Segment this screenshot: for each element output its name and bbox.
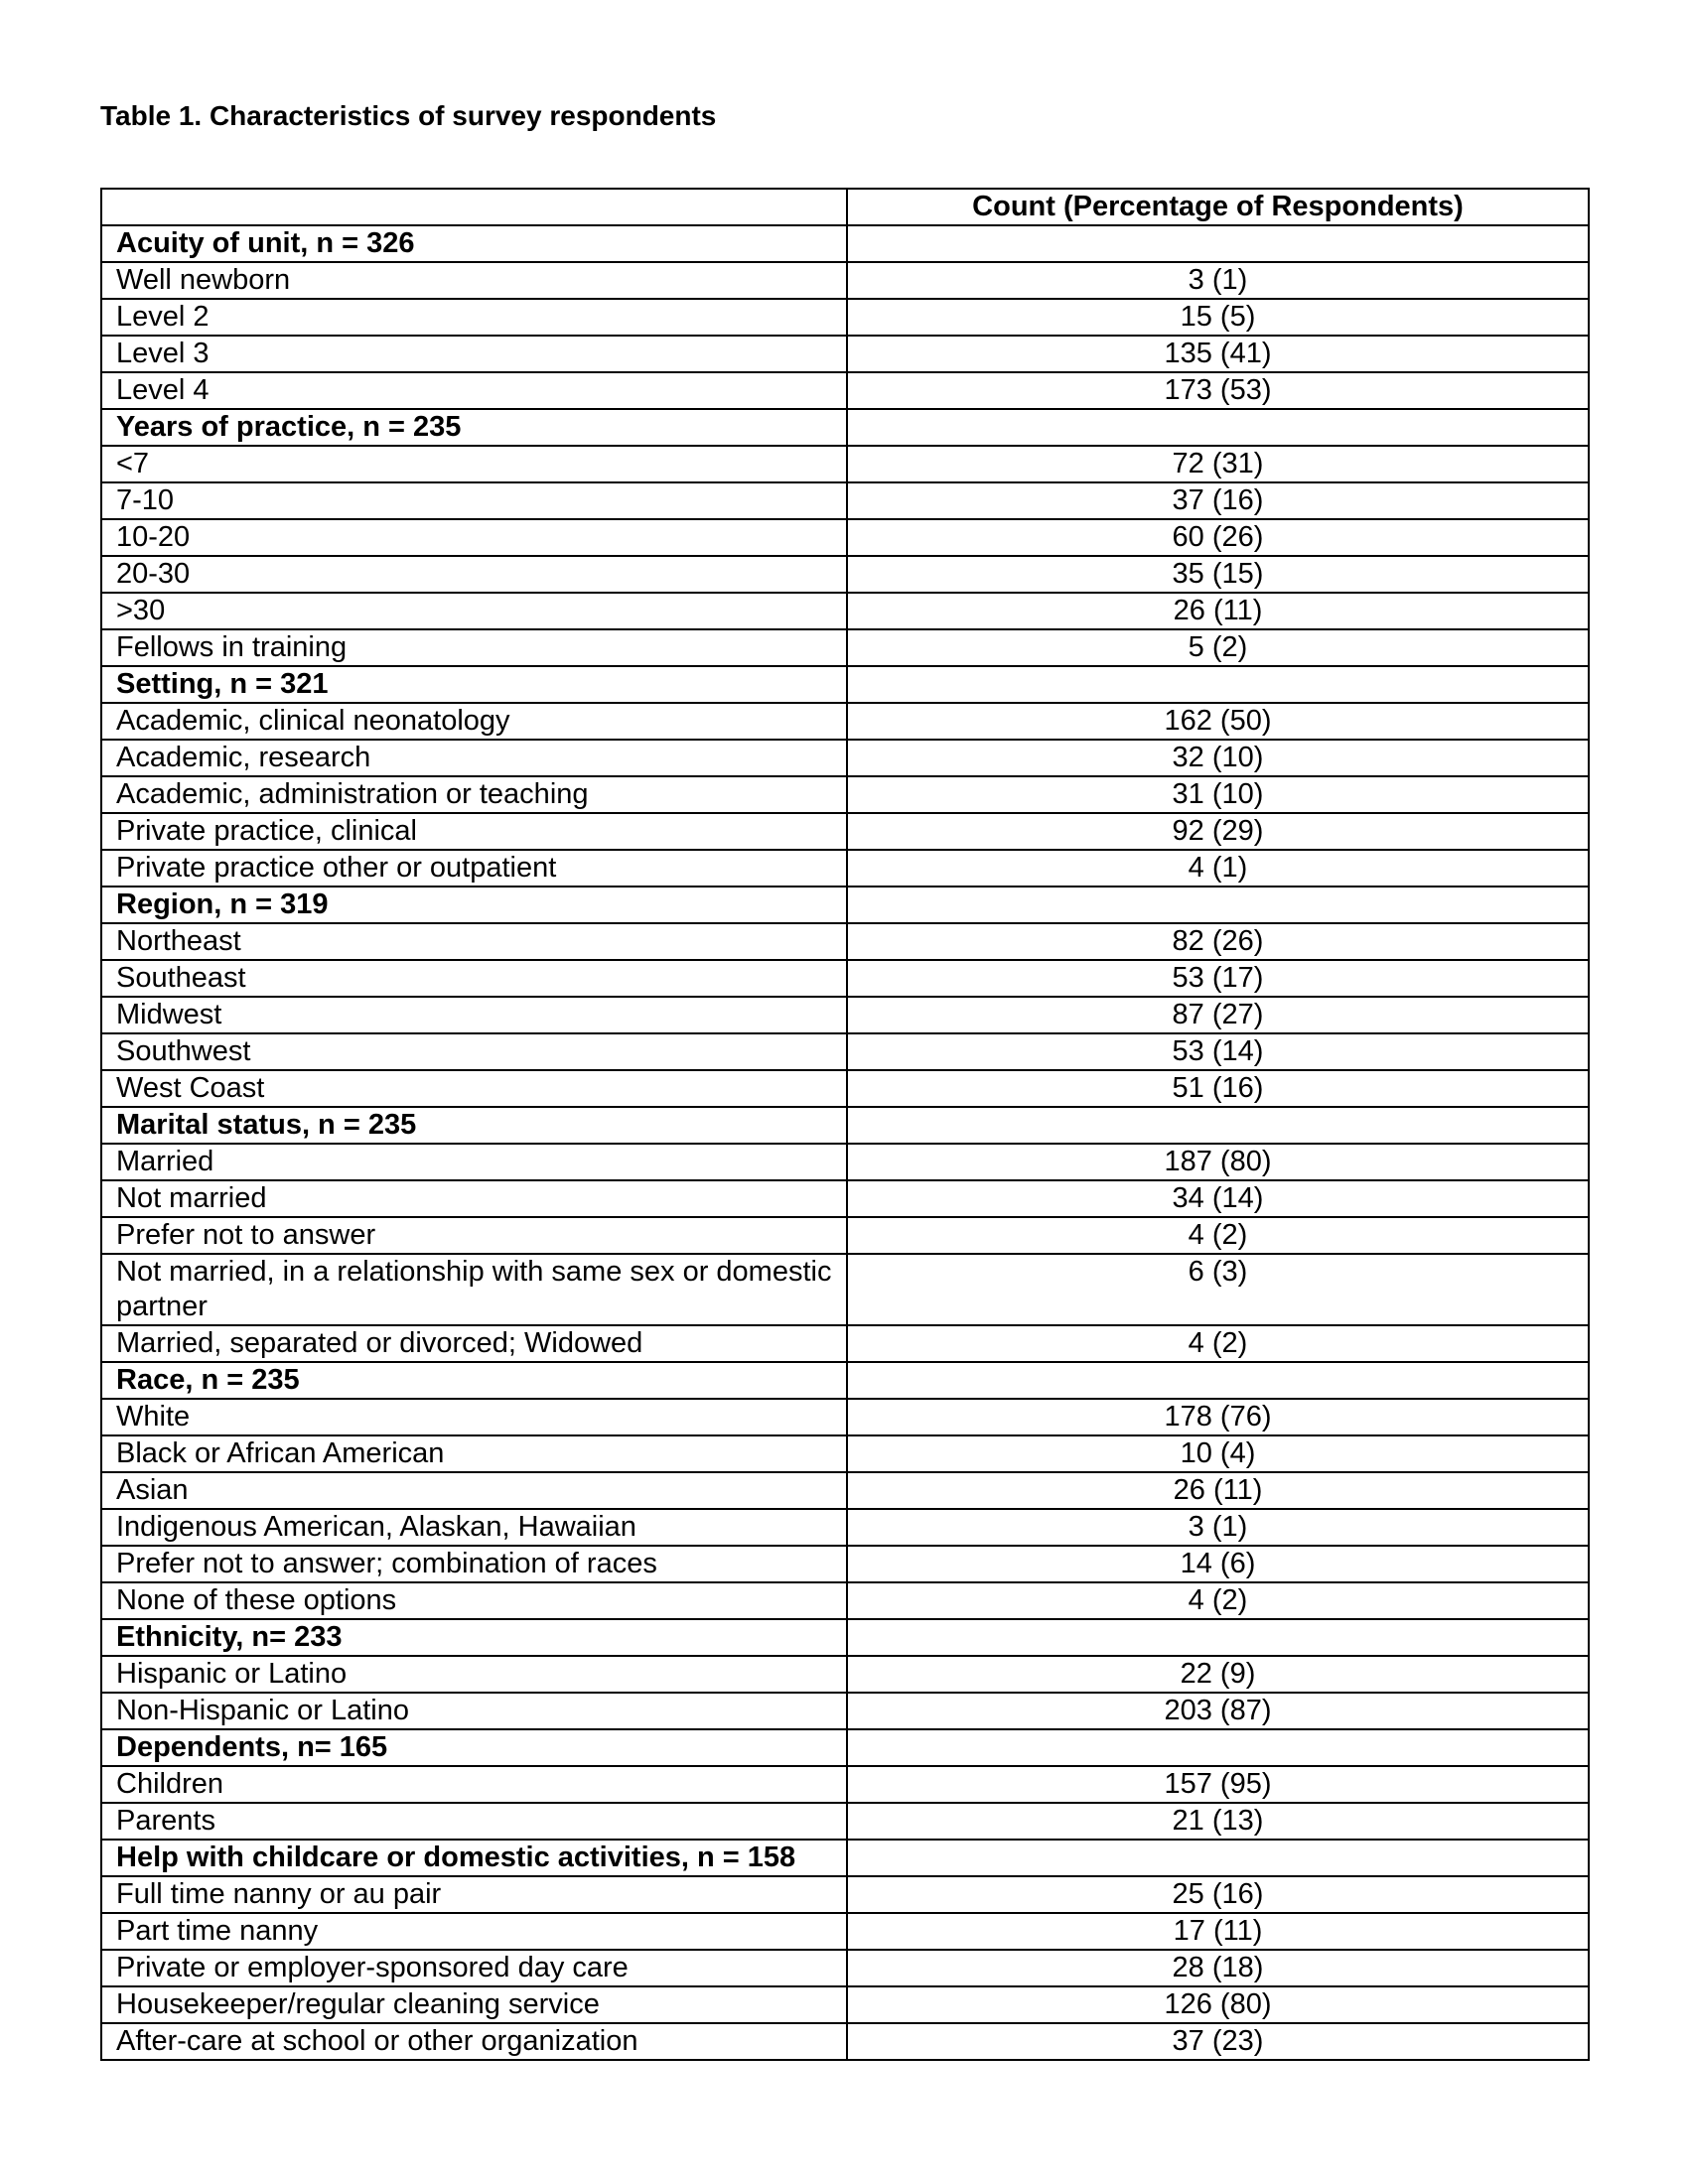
row-value-cell <box>847 409 1589 446</box>
row-value-cell: 203 (87) <box>847 1693 1589 1729</box>
row-label-cell: Fellows in training <box>101 629 847 666</box>
row-label-cell: 20-30 <box>101 556 847 593</box>
table-row <box>101 1950 1589 1986</box>
group-label-cell: Marital status, n = 235 <box>101 1107 847 1144</box>
row-label-cell: Prefer not to answer <box>101 1217 847 1254</box>
row-value-cell: 87 (27) <box>847 997 1589 1033</box>
row-value-cell: 17 (11) <box>847 1913 1589 1950</box>
row-value-cell: 37 (23) <box>847 2023 1589 2060</box>
row-label-cell: Married, separated or divorced; Widowed <box>101 1325 847 1362</box>
table-row <box>101 1693 1589 1729</box>
row-label-cell: Academic, research <box>101 740 847 776</box>
row-label-cell: 10-20 <box>101 519 847 556</box>
table-row <box>101 1144 1589 1180</box>
row-label-cell: After-care at school or other organization <box>101 2023 847 2060</box>
row-value-cell: 53 (17) <box>847 960 1589 997</box>
table-row <box>101 2023 1589 2060</box>
row-value-cell: 135 (41) <box>847 336 1589 372</box>
row-label-cell: Academic, administration or teaching <box>101 776 847 813</box>
row-value-cell: 53 (14) <box>847 1033 1589 1070</box>
row-label-cell: Northeast <box>101 923 847 960</box>
row-value-cell: 51 (16) <box>847 1070 1589 1107</box>
table-row <box>101 923 1589 960</box>
row-value-cell <box>847 887 1589 923</box>
row-label-cell: West Coast <box>101 1070 847 1107</box>
row-label-cell: Private practice, clinical <box>101 813 847 850</box>
table-row <box>101 372 1589 409</box>
row-label-cell: Academic, clinical neonatology <box>101 703 847 740</box>
row-label-cell: Full time nanny or au pair <box>101 1876 847 1913</box>
table-row <box>101 629 1589 666</box>
row-value-cell: 15 (5) <box>847 299 1589 336</box>
table-row <box>101 299 1589 336</box>
table-row <box>101 997 1589 1033</box>
row-label-cell: Southeast <box>101 960 847 997</box>
row-value-cell <box>847 1619 1589 1656</box>
row-value-cell: 178 (76) <box>847 1399 1589 1435</box>
table-row <box>101 850 1589 887</box>
table-row <box>101 1399 1589 1435</box>
row-value-cell: 10 (4) <box>847 1435 1589 1472</box>
row-label-cell: Well newborn <box>101 262 847 299</box>
row-label-cell: 7-10 <box>101 482 847 519</box>
row-label-cell: Black or African American <box>101 1435 847 1472</box>
row-label-cell: Midwest <box>101 997 847 1033</box>
table-row <box>101 1180 1589 1217</box>
table-row <box>101 1876 1589 1913</box>
row-value-cell: 26 (11) <box>847 593 1589 629</box>
characteristics-table <box>100 188 1590 2061</box>
row-value-cell: 22 (9) <box>847 1656 1589 1693</box>
table-row <box>101 1582 1589 1619</box>
table-row <box>101 1803 1589 1840</box>
table-row <box>101 446 1589 482</box>
row-value-cell: 126 (80) <box>847 1986 1589 2023</box>
row-value-cell: 21 (13) <box>847 1803 1589 1840</box>
table-group-row <box>101 1362 1589 1399</box>
row-value-cell: 82 (26) <box>847 923 1589 960</box>
table-group-row <box>101 1107 1589 1144</box>
table-row <box>101 776 1589 813</box>
row-value-cell: 173 (53) <box>847 372 1589 409</box>
table-group-row <box>101 225 1589 262</box>
row-label-cell: >30 <box>101 593 847 629</box>
table-group-row <box>101 887 1589 923</box>
table-row <box>101 482 1589 519</box>
table-row <box>101 813 1589 850</box>
row-value-cell: 6 (3) <box>847 1254 1589 1325</box>
table-header-row <box>101 189 1589 225</box>
row-value-cell: 4 (2) <box>847 1582 1589 1619</box>
table-row <box>101 1217 1589 1254</box>
row-label-cell: Private or employer-sponsored day care <box>101 1950 847 1986</box>
row-value-cell: 92 (29) <box>847 813 1589 850</box>
row-value-cell: 4 (2) <box>847 1217 1589 1254</box>
row-value-cell: 25 (16) <box>847 1876 1589 1913</box>
row-label-cell: Children <box>101 1766 847 1803</box>
table-row <box>101 740 1589 776</box>
row-label-cell: Not married <box>101 1180 847 1217</box>
row-value-cell <box>847 1107 1589 1144</box>
row-label-cell: White <box>101 1399 847 1435</box>
table-row <box>101 1986 1589 2023</box>
row-label-cell: Parents <box>101 1803 847 1840</box>
row-label-cell: Asian <box>101 1472 847 1509</box>
row-value-cell: 4 (2) <box>847 1325 1589 1362</box>
row-value-cell: 34 (14) <box>847 1180 1589 1217</box>
table-group-row <box>101 1840 1589 1876</box>
row-label-cell: Housekeeper/regular cleaning service <box>101 1986 847 2023</box>
group-label-cell: Help with childcare or domestic activities, n = 158 <box>101 1840 847 1876</box>
row-value-cell: 32 (10) <box>847 740 1589 776</box>
table-row <box>101 262 1589 299</box>
row-value-cell <box>847 666 1589 703</box>
row-value-cell: 26 (11) <box>847 1472 1589 1509</box>
row-label-cell: Married <box>101 1144 847 1180</box>
table-group-row <box>101 1729 1589 1766</box>
group-label-cell: Race, n = 235 <box>101 1362 847 1399</box>
table-row <box>101 1656 1589 1693</box>
table-row <box>101 1070 1589 1107</box>
table-group-row <box>101 666 1589 703</box>
group-label-cell: Dependents, n= 165 <box>101 1729 847 1766</box>
row-value-cell: 5 (2) <box>847 629 1589 666</box>
group-label-cell: Ethnicity, n= 233 <box>101 1619 847 1656</box>
table-row <box>101 1435 1589 1472</box>
table-row <box>101 1254 1589 1325</box>
row-label-cell: Non-Hispanic or Latino <box>101 1693 847 1729</box>
table-row <box>101 1033 1589 1070</box>
row-value-cell: 162 (50) <box>847 703 1589 740</box>
row-value-cell: 3 (1) <box>847 1509 1589 1546</box>
row-value-cell: 28 (18) <box>847 1950 1589 1986</box>
table-row <box>101 593 1589 629</box>
table-group-row <box>101 409 1589 446</box>
header-value-cell: Count (Percentage of Respondents) <box>847 189 1589 225</box>
row-label-cell: Prefer not to answer; combination of races <box>101 1546 847 1582</box>
group-label-cell: Acuity of unit, n = 326 <box>101 225 847 262</box>
row-label-cell: Private practice other or outpatient <box>101 850 847 887</box>
table-row <box>101 703 1589 740</box>
row-label-cell: Indigenous American, Alaskan, Hawaiian <box>101 1509 847 1546</box>
table-row <box>101 556 1589 593</box>
row-value-cell <box>847 1729 1589 1766</box>
row-value-cell: 157 (95) <box>847 1766 1589 1803</box>
row-label-cell: Level 2 <box>101 299 847 336</box>
row-value-cell: 37 (16) <box>847 482 1589 519</box>
table-row <box>101 1766 1589 1803</box>
row-label-cell: Level 4 <box>101 372 847 409</box>
row-value-cell: 35 (15) <box>847 556 1589 593</box>
row-value-cell: 60 (26) <box>847 519 1589 556</box>
row-value-cell: 31 (10) <box>847 776 1589 813</box>
row-label-cell: Part time nanny <box>101 1913 847 1950</box>
row-value-cell: 72 (31) <box>847 446 1589 482</box>
row-value-cell: 4 (1) <box>847 850 1589 887</box>
table-body <box>101 189 1589 2060</box>
table-row <box>101 1913 1589 1950</box>
header-label-cell <box>101 189 847 225</box>
table-row <box>101 960 1589 997</box>
row-label-cell: Southwest <box>101 1033 847 1070</box>
row-label-cell: Not married, in a relationship with same sex or domestic partner <box>101 1254 847 1325</box>
table-row <box>101 1546 1589 1582</box>
table-row <box>101 519 1589 556</box>
table-row <box>101 1325 1589 1362</box>
row-value-cell: 14 (6) <box>847 1546 1589 1582</box>
row-value-cell <box>847 1840 1589 1876</box>
table-group-row <box>101 1619 1589 1656</box>
row-label-cell: <7 <box>101 446 847 482</box>
table-row <box>101 336 1589 372</box>
group-label-cell: Setting, n = 321 <box>101 666 847 703</box>
group-label-cell: Region, n = 319 <box>101 887 847 923</box>
page-title: Table 1. Characteristics of survey respondents <box>100 100 717 131</box>
table-row <box>101 1509 1589 1546</box>
row-value-cell: 187 (80) <box>847 1144 1589 1180</box>
table-row <box>101 1472 1589 1509</box>
row-value-cell <box>847 1362 1589 1399</box>
row-label-cell: Level 3 <box>101 336 847 372</box>
row-label-cell: None of these options <box>101 1582 847 1619</box>
row-value-cell <box>847 225 1589 262</box>
row-label-cell: Hispanic or Latino <box>101 1656 847 1693</box>
row-value-cell: 3 (1) <box>847 262 1589 299</box>
group-label-cell: Years of practice, n = 235 <box>101 409 847 446</box>
